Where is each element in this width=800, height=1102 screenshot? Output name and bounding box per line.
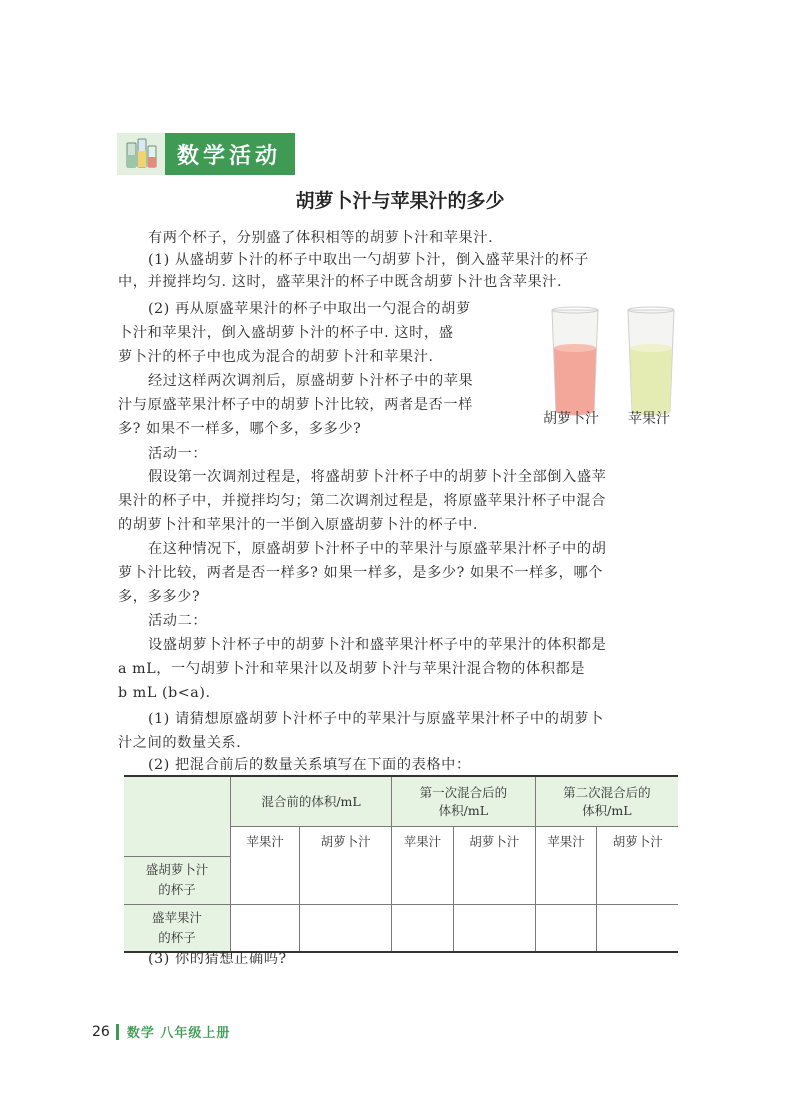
paragraph-step1: (1) 从盛胡萝卜汁的杯子中取出一勺胡萝卜汁，倒入盛苹果汁的杯子 (148, 252, 590, 268)
activity-title: 胡萝卜汁与苹果汁的多少 (295, 190, 505, 212)
activity2-paragraph-cont2: b mL (b<a). (118, 685, 211, 701)
activity1-title: 活动一： (148, 446, 208, 462)
table-sub-header: 苹果汁 (231, 826, 300, 856)
table-group-header-line: 体积/mL (438, 803, 489, 819)
table-group-header-line: 第一次混合后的 (419, 785, 508, 801)
activity2-paragraph: 设盛胡萝卜汁杯子中的胡萝卜汁和盛苹果汁杯子中的苹果汁的体积都是 (148, 637, 607, 653)
section-title: 数学活动 (165, 133, 295, 175)
carrot-juice-glass (552, 307, 598, 415)
table-cell[interactable] (453, 856, 535, 904)
table-cell[interactable] (392, 904, 454, 952)
table-sub-header: 苹果汁 (392, 826, 454, 856)
paragraph-step2-cont: 卜汁和苹果汁，倒入盛胡萝卜汁的杯子中. 这时，盛 (118, 325, 454, 341)
section-banner (117, 133, 295, 175)
paragraph-question-cont2: 多? 如果不一样多，哪个多，多多少? (118, 421, 362, 437)
table-sub-header: 胡萝卜汁 (597, 826, 678, 856)
activity1-paragraph-cont2: 的胡萝卜汁和苹果汁的一半倒入原盛胡萝卜汁的杯子中. (118, 517, 479, 533)
table-cell[interactable] (535, 904, 597, 952)
table-sub-header: 胡萝卜汁 (453, 826, 535, 856)
page-footer (92, 1022, 230, 1041)
apple-juice-label: 苹果汁 (628, 411, 670, 427)
table-group-header-line: 第二次混合后的 (563, 785, 651, 801)
table-cell[interactable] (597, 904, 678, 952)
paragraph-step1-cont: 中，并搅拌均匀. 这时，盛苹果汁的杯子中既含胡萝卜汁也含苹果汁. (118, 274, 563, 290)
table-row (124, 856, 678, 904)
table-group-header (231, 776, 392, 826)
table-group-header-line: 体积/mL (582, 803, 632, 819)
beakers-icon (117, 133, 165, 175)
activity1-paragraph: 假设第一次调剂过程是，将盛胡萝卜汁杯子中的胡萝卜汁全部倒入盛苹 (148, 469, 607, 485)
activity2-question1: (1) 请猜想原盛胡萝卜汁杯子中的苹果汁与原盛苹果汁杯子中的胡萝卜 (148, 711, 604, 727)
footer-divider (116, 1024, 119, 1040)
table-cell[interactable] (300, 856, 392, 904)
apple-juice-glass (628, 307, 674, 415)
activity2-question3: (3) 你的猜想正确吗? (148, 951, 287, 967)
paragraph-question-cont: 汁与原盛苹果汁杯子中的胡萝卜汁比较，两者是否一样 (118, 397, 473, 413)
table-sub-header: 胡萝卜汁 (300, 826, 392, 856)
table-sub-header: 苹果汁 (535, 826, 597, 856)
table-group-header (392, 776, 536, 826)
activity2-paragraph-cont: a mL，一勺胡萝卜汁和苹果汁以及胡萝卜汁与苹果汁混合物的体积都是 (118, 661, 586, 677)
table-group-header (535, 776, 678, 826)
table-cell[interactable] (453, 904, 535, 952)
data-table (124, 775, 678, 953)
table-corner-cell (124, 776, 231, 856)
table-cell[interactable] (392, 856, 454, 904)
paragraph-step2: (2) 再从原盛苹果汁的杯子中取出一勺混合的胡萝 (148, 301, 471, 317)
activity2-question1-cont: 汁之间的数量关系. (118, 735, 242, 751)
activity1-question-cont2: 多，多多少? (118, 589, 201, 605)
activity1-paragraph-cont: 果汁的杯子中，并搅拌均匀；第二次调剂过程是，将原盛苹果汁杯子中混合 (118, 493, 606, 509)
activity1-question-cont: 萝卜汁比较，两者是否一样多? 如果一样多，是多少? 如果不一样多，哪个 (118, 565, 604, 581)
page-number: 26 (92, 1023, 110, 1040)
table-cell[interactable] (231, 904, 300, 952)
paragraph-question: 经过这样两次调剂后，原盛胡萝卜汁杯子中的苹果 (148, 373, 474, 389)
paragraph-step2-cont2: 萝卜汁的杯子中也成为混合的胡萝卜汁和苹果汁. (118, 349, 434, 365)
activity2-title: 活动二： (148, 613, 208, 629)
activity1-question: 在这种情况下，原盛胡萝卜汁杯子中的苹果汁与原盛苹果汁杯子中的胡 (148, 541, 607, 557)
table-row (124, 904, 678, 952)
table-cell[interactable] (535, 856, 597, 904)
table-row-label: 盛苹果汁 的杯子 (124, 904, 231, 952)
table-group-header-line: 混合前的体积/mL (261, 794, 361, 810)
table-cell[interactable] (597, 856, 678, 904)
footer-book-title: 数学 八年级上册 (126, 1026, 231, 1041)
table-cell[interactable] (300, 904, 392, 952)
table-cell[interactable] (231, 856, 300, 904)
carrot-juice-label: 胡萝卜汁 (543, 411, 599, 427)
activity2-question2: (2) 把混合前后的数量关系填写在下面的表格中： (148, 757, 471, 773)
table-row-label: 盛胡萝卜汁 的杯子 (124, 856, 231, 904)
paragraph-intro: 有两个杯子，分别盛了体积相等的胡萝卜汁和苹果汁. (148, 230, 494, 246)
